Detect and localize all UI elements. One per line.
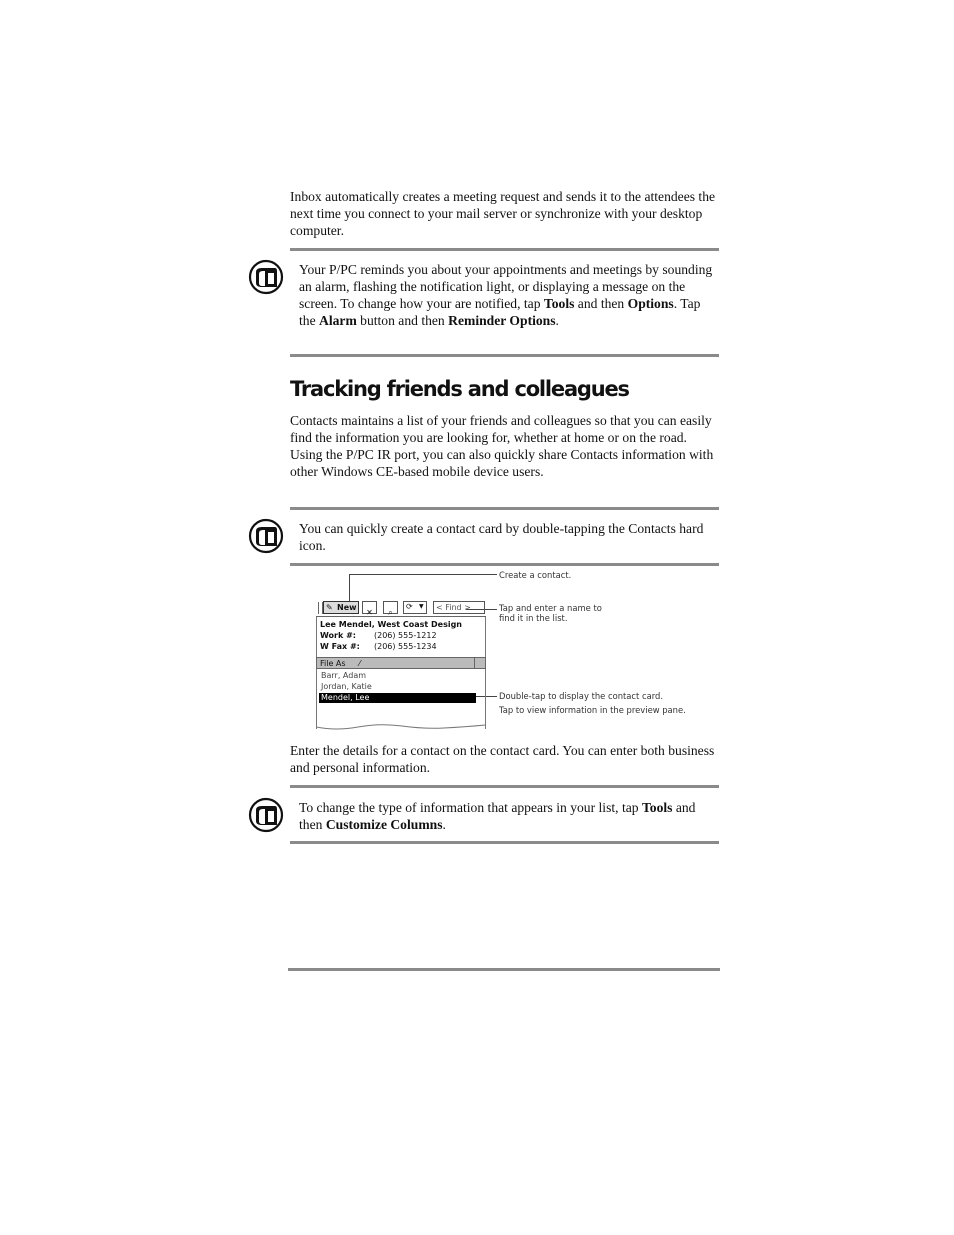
tools-icon: ⟳ xyxy=(406,602,413,611)
note-text-segment: . Tap the xyxy=(299,296,701,328)
work-value: (206) 555-1212 xyxy=(374,631,437,640)
preview-pane[interactable] xyxy=(316,617,486,657)
list-item[interactable]: Mendel, Lee xyxy=(319,693,476,703)
contacts-paragraph: Contacts maintains a list of your friends and colleagues so that you can easily find the information you are looking for, whether at home or on the road. Using the P/PC IR port, you can also quickly share Contacts information with other Windows CE-based mobile device users. xyxy=(290,413,714,479)
contact-name: Lee Mendel, West Coast Design xyxy=(320,620,462,629)
divider xyxy=(290,785,719,788)
note-text xyxy=(299,261,719,329)
torn-edge xyxy=(316,718,486,732)
scrollbar[interactable] xyxy=(474,658,485,668)
details-paragraph: Enter the details for a contact on the contact card. You can enter both business and personal information. xyxy=(290,743,715,775)
callout-double-tap: Double-tap to display the contact card. xyxy=(499,691,663,701)
new-button[interactable] xyxy=(323,601,359,614)
bold-term: Alarm xyxy=(319,313,357,328)
divider xyxy=(290,563,719,566)
toolbar xyxy=(316,600,486,617)
delete-icon: ✕ xyxy=(366,608,373,617)
note-text-segment: and then xyxy=(299,800,696,832)
bold-term: Options xyxy=(627,296,674,311)
note-icon xyxy=(248,518,284,554)
fax-value: (206) 555-1234 xyxy=(374,642,437,651)
note-icon xyxy=(248,259,284,295)
find-placeholder: < Find > xyxy=(436,603,471,612)
divider xyxy=(290,248,719,251)
divider xyxy=(290,507,719,510)
callout-find-name: Tap and enter a name to find it in the list. xyxy=(499,603,602,623)
bold-term: Reminder Options xyxy=(448,313,556,328)
callout-line xyxy=(349,574,350,603)
new-button-label: New xyxy=(337,603,357,612)
note-text-segment: . xyxy=(442,817,446,832)
find-field[interactable] xyxy=(433,601,485,614)
note-text: You can quickly create a contact card by double-tapping the Contacts hard icon. xyxy=(299,521,704,553)
section-heading: Tracking friends and colleagues xyxy=(290,377,629,401)
note-icon xyxy=(248,797,284,833)
footer-rule xyxy=(288,968,720,971)
contacts-screenshot xyxy=(316,600,486,732)
dropdown-arrow-icon: ▼ xyxy=(419,603,424,610)
note-text-segment: Your P/PC reminds you about your appointments and meetings by sounding an alarm, flashing the notification light, or displaying a message on the screen. To change how your are notified, tap xyxy=(299,262,713,311)
note-text-segment: button and then xyxy=(356,313,449,328)
intro-paragraph: Inbox automatically creates a meeting request and sends it to the attendees the next time you connect to your mail server or synchronize with your desktop computer. xyxy=(290,189,716,238)
fax-label: W Fax #: xyxy=(320,642,360,651)
list-item[interactable]: Barr, Adam xyxy=(321,671,367,680)
callout-line xyxy=(349,574,497,575)
callout-create-contact: Create a contact. xyxy=(499,570,572,580)
divider xyxy=(290,841,719,844)
list-header[interactable] xyxy=(316,657,486,669)
delete-button[interactable] xyxy=(362,601,377,617)
note-text-segment: To change the type of information that appears in your list, tap xyxy=(299,800,642,815)
bold-term: Tools xyxy=(543,296,575,311)
work-label: Work #: xyxy=(320,631,356,640)
find-button[interactable] xyxy=(383,601,398,617)
divider xyxy=(290,354,719,357)
tools-button[interactable] xyxy=(403,601,427,614)
bold-term: Customize Columns xyxy=(325,817,443,832)
bold-term: Tools xyxy=(641,800,673,815)
list-item[interactable]: Jordan, Katie xyxy=(321,682,372,691)
callout-tap-view: Tap to view information in the preview pane. xyxy=(499,705,686,715)
file-as-header: File As xyxy=(320,659,346,668)
note-text xyxy=(299,799,699,833)
magnifier-icon: ⌕ xyxy=(388,608,393,617)
new-icon: ✎ xyxy=(326,603,333,612)
sort-icon: ⁄ xyxy=(359,659,361,668)
note-text-segment: and then xyxy=(574,296,628,311)
note-text-segment: . xyxy=(555,313,559,328)
